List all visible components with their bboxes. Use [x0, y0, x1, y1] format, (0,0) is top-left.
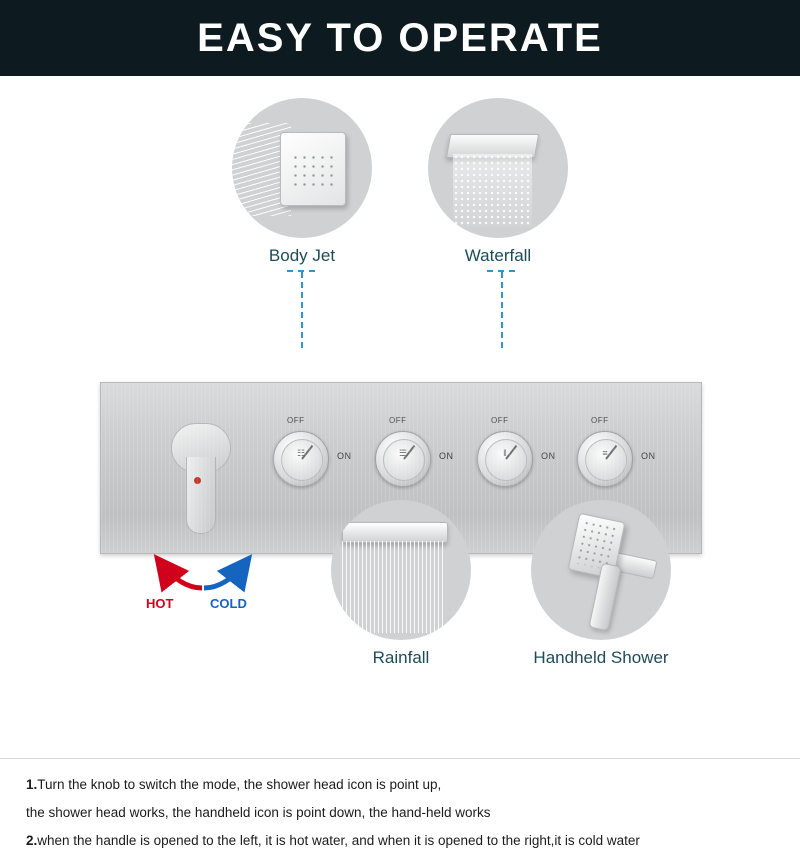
- rainfall-water-icon: [342, 541, 446, 633]
- lever-indicator-dot: [194, 477, 201, 484]
- knob-handheld-shower[interactable]: [577, 431, 633, 487]
- connector-tick-waterfall: [487, 270, 515, 272]
- knob-body-jet[interactable]: [273, 431, 329, 487]
- feature-image-handheld-shower: [531, 500, 671, 640]
- instruction-text-1: Turn the knob to switch the mode, the shower head icon is point up,: [37, 777, 442, 792]
- instruction-line-1: [26, 776, 786, 794]
- knob-rainfall[interactable]: [477, 431, 533, 487]
- feature-image-waterfall: [428, 98, 568, 238]
- body-jet-nozzles-icon: [291, 153, 335, 191]
- knob-rainfall-on-label: ON: [541, 451, 556, 461]
- feature-image-rainfall: [331, 500, 471, 640]
- waterfall-sheet-icon: [453, 154, 531, 227]
- feature-image-body-jet: [232, 98, 372, 238]
- header-banner: [0, 0, 800, 76]
- knob-waterfall-ring: [383, 439, 425, 481]
- caption-body-jet: Body Jet: [268, 246, 336, 265]
- knob-waterfall-off-label: OFF: [389, 416, 407, 425]
- knob-body-jet-ring: [281, 439, 323, 481]
- body-jet-plate-icon: [280, 132, 346, 207]
- instruction-text-2: the shower head works, the handheld icon is point down, the hand-held works: [26, 805, 491, 821]
- instruction-line-2: [26, 804, 786, 822]
- rainfall-head-icon: [342, 522, 448, 542]
- knob-handheld-shower-on-label: ON: [641, 451, 656, 461]
- hot-label: HOT: [146, 596, 174, 611]
- cold-label: COLD: [210, 596, 247, 611]
- instruction-line-3: [26, 832, 786, 850]
- knob-waterfall[interactable]: [375, 431, 431, 487]
- diagram-stage: [0, 76, 800, 849]
- knob-handheld-shower-ring: [585, 439, 627, 481]
- lever-stem: [186, 457, 216, 534]
- temperature-direction-indicator: [140, 546, 270, 616]
- connector-tick-body-jet: [287, 270, 315, 272]
- caption-rainfall: Rainfall: [372, 648, 430, 667]
- knob-waterfall-on-label: ON: [439, 451, 454, 461]
- knob-rainfall-off-label: OFF: [491, 416, 509, 425]
- knob-handheld-shower-glyph: ≡: [602, 448, 608, 458]
- footer-divider: [0, 758, 800, 759]
- knob-body-jet-off-label: OFF: [287, 416, 305, 425]
- temperature-lever-handle[interactable]: [171, 423, 229, 533]
- instruction-number-1: 1.: [26, 777, 38, 792]
- instruction-text-3: when the handle is opened to the left, it is hot water, and when it is opened to the right,it is cold water: [37, 833, 640, 849]
- knob-rainfall-glyph: ‖: [503, 448, 507, 458]
- knob-handheld-shower-off-label: OFF: [591, 416, 609, 425]
- knob-waterfall-glyph: ☰: [398, 448, 408, 458]
- page-title: EASY TO OPERATE: [197, 15, 603, 60]
- connector-waterfall: [501, 272, 503, 348]
- connector-body-jet: [301, 272, 303, 348]
- knob-body-jet-on-label: ON: [337, 451, 352, 461]
- instructions-block: [26, 776, 786, 861]
- caption-handheld-shower: Handheld Shower: [533, 648, 669, 667]
- caption-waterfall: Waterfall: [464, 246, 532, 265]
- knob-body-jet-glyph: ☷: [296, 448, 306, 458]
- knob-rainfall-ring: [485, 439, 527, 481]
- instruction-number-2: 2.: [26, 833, 38, 849]
